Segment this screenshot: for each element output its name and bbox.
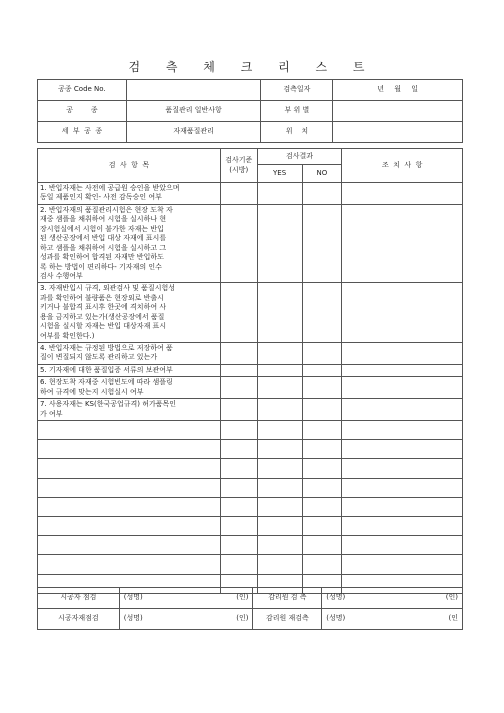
header-row-work-type [38,101,463,122]
sig-field-supervisor[interactable] [322,588,463,609]
table-row [38,377,463,399]
yes-cell[interactable] [257,555,302,574]
checklist-item-line: 질이 변질되지 않도록 관리하고 있는가 [40,353,158,362]
no-cell[interactable] [302,399,342,421]
no-cell[interactable] [302,204,342,283]
item-cell[interactable] [38,517,221,536]
action-cell[interactable] [342,497,463,516]
sig-role-contractor: 시공자 점검 [38,588,120,609]
sig-name-label: (성명) [326,593,346,602]
col-result-header: 검사결과 [257,149,342,165]
yes-cell[interactable] [257,440,302,459]
checklist-item [38,343,221,365]
basis-cell[interactable] [220,497,257,516]
item-cell[interactable] [38,478,221,497]
action-cell[interactable] [342,183,463,205]
inspection-table [37,148,463,594]
yes-cell[interactable] [257,421,302,440]
header-value-part[interactable] [333,101,463,122]
checklist-item-line: 록 하는 방법이 편리하다- 기자재의 인수 [40,262,162,271]
signature-table [37,587,463,630]
header-table [37,79,463,143]
sig-seal-label: (인) [445,593,458,602]
checklist-item-line: 시험을 실시할 자재는 반입 대상자재 표시 [40,322,167,331]
table-head-row-1 [38,149,463,165]
checklist-item-line: 7. 사용자재는 KS(한국공업규격) 허가품목인 [40,400,177,409]
no-cell[interactable] [302,478,342,497]
checklist-item-line: 4. 반입자재는 규정된 방법으로 저장하여 품 [40,344,173,352]
action-cell[interactable] [342,478,463,497]
sig-seal-label: (인 [448,614,458,623]
no-cell[interactable] [302,497,342,516]
checklist-item [38,399,221,421]
item-cell[interactable] [38,497,221,516]
yes-cell[interactable] [257,459,302,478]
item-cell[interactable] [38,555,221,574]
table-row-empty [38,497,463,516]
yes-cell[interactable] [257,399,302,421]
no-cell[interactable] [302,517,342,536]
yes-cell[interactable] [257,364,302,376]
table-row [38,183,463,205]
checklist-item-line: 여부를 확인한다.) [40,331,95,340]
header-value-sub-work[interactable]: 자재품질관리 [126,122,261,143]
action-cell[interactable] [342,364,463,376]
action-cell[interactable] [342,343,463,365]
header-label-part: 부 위 별 [261,101,333,122]
basis-cell[interactable] [220,555,257,574]
no-cell[interactable] [302,421,342,440]
item-cell[interactable] [38,459,221,478]
signature-row [38,588,463,609]
basis-cell[interactable] [220,283,257,343]
checklist-item-line: 5. 기자재에 대한 품질입증 서류의 보관여부 [40,365,173,374]
item-cell[interactable] [38,536,221,555]
table-row-empty [38,478,463,497]
basis-cell[interactable] [220,204,257,283]
header-label-location: 위 치 [261,122,333,143]
table-row [38,343,463,365]
basis-cell[interactable] [220,183,257,205]
checklist-item-line: 하고 샘플을 채취하여 시험을 실시하고 그 [40,243,167,252]
table-row [38,204,463,283]
table-row-empty [38,459,463,478]
action-cell[interactable] [342,555,463,574]
col-basis-line-2: (시방) [229,165,249,174]
page-title: 검 측 체 크 리 스 트 [128,60,376,74]
checklist-item [38,204,221,283]
sig-name-label: (성명) [123,614,143,623]
no-cell[interactable] [302,440,342,459]
col-no-header: NO [302,165,342,183]
action-cell[interactable] [342,536,463,555]
action-cell[interactable] [342,204,463,283]
header-label-date: 검측일자 [261,80,333,101]
yes-cell[interactable] [257,204,302,283]
checklist-item [38,183,221,205]
header-value-date[interactable]: 년 월 일 [333,80,463,101]
header-row-sub-work [38,122,463,143]
col-basis-header [220,149,257,183]
checklist-item-line: 성과를 확인하여 합격된 자재만 반입하도 [40,253,164,262]
action-cell[interactable] [342,459,463,478]
sig-seal-label: (인) [236,614,249,623]
checklist-item-line: 가 여부 [40,409,63,418]
no-cell[interactable] [302,183,342,205]
yes-cell[interactable] [257,517,302,536]
checklist-item-line: 장시험실에서 시험이 불가한 자재는 반입 [40,224,164,233]
action-cell[interactable] [342,517,463,536]
col-basis-line-1: 검사기준 [225,156,253,165]
table-row [38,364,463,376]
basis-cell[interactable] [220,343,257,365]
action-cell[interactable] [342,283,463,343]
no-cell[interactable] [302,283,342,343]
table-row-empty [38,517,463,536]
checklist-item-line: 용을 금지하고 있는가(생산공장에서 품질 [40,312,165,321]
basis-cell[interactable] [220,536,257,555]
sig-role-supervisor: 감리원 검 측 [253,588,322,609]
checklist-item-line: 하여 규격에 맞는지 시험실시 여부 [40,387,144,396]
action-cell[interactable] [342,377,463,399]
sig-field-material[interactable] [119,609,253,630]
yes-cell[interactable] [257,183,302,205]
checklist-item-line: 동일 제품인지 확인- 사전 감독승인 여부 [40,193,162,202]
checklist-item-line: 된 생산공장에서 반입 대상 자재에 표시를 [40,234,167,243]
action-cell[interactable] [342,440,463,459]
no-cell[interactable] [302,377,342,399]
sig-field-contractor[interactable] [119,588,253,609]
col-item-header: 검 사 항 목 [38,149,221,183]
basis-cell[interactable] [220,364,257,376]
sig-role-material: 시공자재점검 [38,609,120,630]
table-row-empty [38,555,463,574]
checklist-item [38,364,221,376]
basis-cell[interactable] [220,440,257,459]
no-cell[interactable] [302,343,342,365]
checklist-item [38,377,221,399]
header-value-location[interactable] [333,122,463,143]
table-row [38,399,463,421]
action-cell[interactable] [342,421,463,440]
col-yes-header: YES [257,165,302,183]
col-action-header: 조 치 사 항 [342,149,463,183]
basis-cell[interactable] [220,478,257,497]
header-label-work-type: 공 종 [38,101,127,122]
yes-cell[interactable] [257,478,302,497]
checklist-item-line: 과를 확인하여 불량품은 현장외로 반출시 [40,293,164,302]
checklist-item-line: 1. 반입자재는 사전에 공급원 승인을 받았으며 [40,184,180,192]
checklist-item-line: 재중 샘플을 채취하여 시험을 실시하나 현 [40,215,167,224]
no-cell[interactable] [302,459,342,478]
table-row-empty [38,440,463,459]
yes-cell[interactable] [257,377,302,399]
checklist-item-line: 6. 현장도착 자재중 시험빈도에 따라 샘플링 [40,378,173,387]
sig-field-reinspect[interactable] [322,609,463,630]
sig-role-reinspect: 감리원 재검측 [253,609,322,630]
header-row-code [38,80,463,101]
yes-cell[interactable] [257,343,302,365]
item-cell[interactable] [38,440,221,459]
basis-cell[interactable] [220,399,257,421]
signature-row [38,609,463,630]
basis-cell[interactable] [220,459,257,478]
table-row [38,283,463,343]
basis-cell[interactable] [220,421,257,440]
sig-name-label: (성명) [326,614,346,623]
table-row-empty [38,536,463,555]
header-value-work-type[interactable]: 품질관리 일반사항 [126,101,261,122]
checklist-item-line: 2. 반입자재의 품질관리시험은 현장 도착 자 [40,205,173,214]
yes-cell[interactable] [257,283,302,343]
action-cell[interactable] [342,399,463,421]
no-cell[interactable] [302,536,342,555]
item-cell[interactable] [38,421,221,440]
basis-cell[interactable] [220,517,257,536]
header-value-code[interactable] [126,80,261,101]
yes-cell[interactable] [257,497,302,516]
header-label-sub-work: 세 부 공 종 [38,122,127,143]
checklist-item [38,283,221,343]
yes-cell[interactable] [257,536,302,555]
basis-cell[interactable] [220,377,257,399]
sig-seal-label: (인) [236,593,249,602]
checklist-item-line: 검사 수행여부 [40,271,83,280]
header-label-code: 공종 Code No. [38,80,127,101]
checklist-item-line: 3. 자재반입시 규격, 외관검사 및 품질시험성 [40,284,175,293]
checklist-item-line: 키거나 불합격 표시후 한곳에 격치하여 사 [40,303,167,312]
no-cell[interactable] [302,555,342,574]
no-cell[interactable] [302,364,342,376]
table-row-empty [38,421,463,440]
sig-name-label: (성명) [123,593,143,602]
